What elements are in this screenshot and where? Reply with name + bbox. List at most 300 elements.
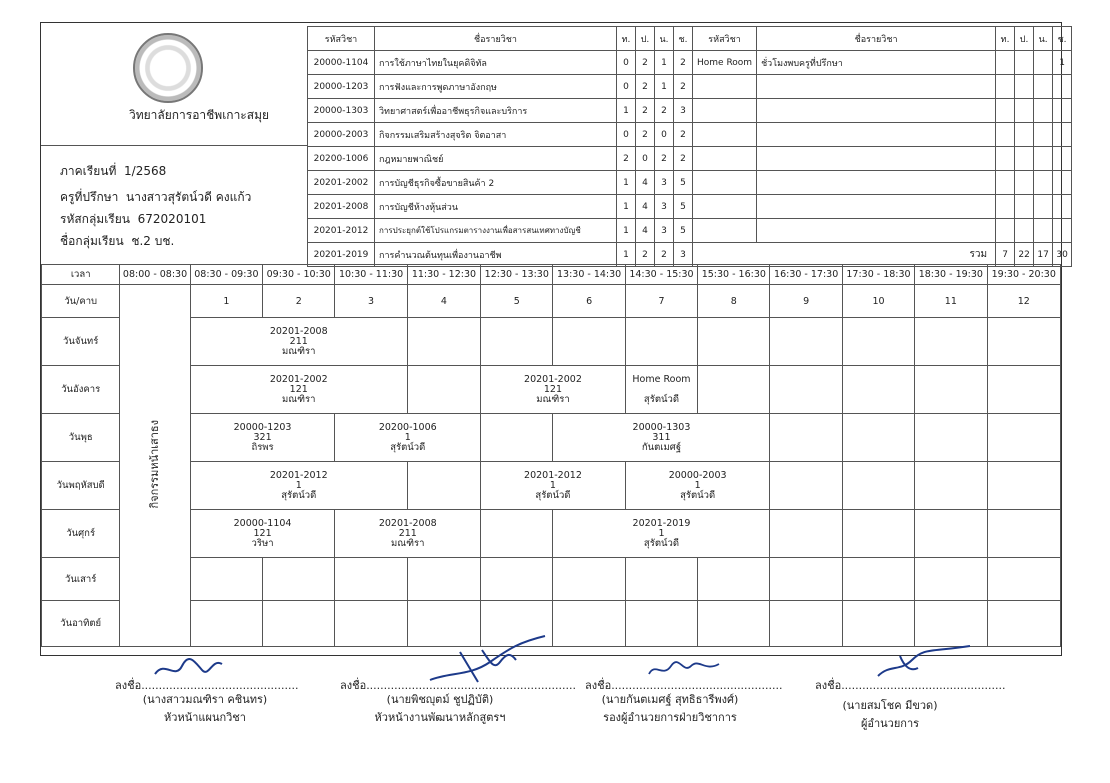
morning-activity: กิจกรรมหน้าเสาธง [148,419,162,509]
empty-cell [770,414,842,462]
empty-cell [757,171,996,195]
signature-mark [870,642,980,682]
class-teacher: วริษา [251,537,274,549]
course-p: 2 [636,123,655,147]
time-slot: 15:30 - 16:30 [698,265,770,285]
time-slot: 17:30 - 18:30 [842,265,914,285]
course-t: 1 [617,99,636,123]
course-c: 5 [674,171,693,195]
course-name: การคำนวณต้นทุนเพื่องานอาชีพ [375,243,617,267]
total-n: 17 [1034,243,1053,267]
empty-cell [190,558,262,601]
course-name: การฟังและการพูดภาษาอังกฤษ [375,75,617,99]
course-t [996,51,1015,75]
class-teacher: มณฑิรา [391,537,425,549]
empty-cell [987,601,1060,647]
class-code: 20201-2019 [632,517,691,529]
class-room: 121 [543,383,563,395]
day-label: วันจันทร์ [42,318,120,366]
empty-cell [693,147,757,171]
day-row-tuesday [42,366,1061,414]
class-code: 20201-2008 [269,325,328,337]
course-n: 2 [655,147,674,171]
empty-cell [915,462,987,510]
course-t: 0 [617,123,636,147]
course-p: 0 [636,147,655,171]
signature-block [580,690,760,726]
empty-cell [842,601,914,647]
course-name: ชั่วโมงพบครูที่ปรึกษา [757,51,996,75]
course-code: 20201-2019 [308,243,375,267]
empty-cell [987,414,1060,462]
period-number: 5 [481,285,553,318]
period-number: 7 [625,285,697,318]
class-teacher: สุรัตน์วดี [643,537,679,549]
period-number: 2 [263,285,335,318]
class-room: 1 [549,479,556,491]
class-cell [553,414,770,462]
course-n: 1 [655,75,674,99]
empty-cell [1034,147,1053,171]
empty-cell [987,366,1060,414]
course-code: Home Room [693,51,757,75]
semester-label: ภาคเรียนที่ [60,164,117,178]
empty-cell [481,318,553,366]
code-header: รหัสวิชา [693,27,757,51]
empty-cell [1034,171,1053,195]
empty-cell [1015,195,1034,219]
signer-name: (นายสมโชค มีขวด) [842,699,938,712]
time-slot: 09:30 - 10:30 [263,265,335,285]
time-slot: 13:30 - 14:30 [553,265,625,285]
class-code: 20000-1303 [632,421,691,433]
signer-name: (นางสาวมณฑิรา คชินทร) [142,693,268,706]
t-header: ท. [996,27,1015,51]
course-c: 1 [1053,51,1072,75]
signature-block [120,690,290,726]
empty-cell [1053,123,1072,147]
course-name: การบัญชีธุรกิจซื้อขายสินค้า 2 [375,171,617,195]
empty-cell [770,366,842,414]
empty-cell [915,414,987,462]
signature-line: ลงชื่อ................................................. [585,679,783,692]
time-slot: 18:30 - 19:30 [915,265,987,285]
course-p: 2 [636,51,655,75]
class-room: 321 [253,431,272,443]
p-header: ป. [1015,27,1034,51]
period-number: 6 [553,285,625,318]
course-name: การประยุกต์ใช้โปรแกรมตารางงานเพื่อสารสนเทศทางบัญชี [375,219,617,243]
course-name: กิจกรรมเสริมสร้างสุจริต จิตอาสา [375,123,617,147]
course-n [1034,51,1053,75]
course-c: 3 [674,243,693,267]
group-name-row [60,232,174,251]
signature-block [820,696,960,732]
class-room: 1 [295,479,302,491]
course-code: 20200-1006 [308,147,375,171]
course-code: 20201-2002 [308,171,375,195]
divider [41,145,307,146]
signer-title: ผู้อำนวยการ [860,717,920,730]
empty-cell [757,195,996,219]
class-teacher: ถิรพร [251,441,274,453]
empty-cell [987,510,1060,558]
class-room: 211 [289,335,308,347]
empty-cell [757,219,996,243]
empty-cell [996,75,1015,99]
signature-mark [645,656,725,682]
college-name: วิทยาลัยการอาชีพเกาะสมุย [128,108,270,122]
day-row-sunday [42,601,1061,647]
class-teacher: มณฑิรา [282,345,316,357]
empty-cell [693,99,757,123]
class-cell [190,462,407,510]
course-code: 20000-2003 [308,123,375,147]
course-t: 0 [617,51,636,75]
n-header: น. [1034,27,1053,51]
course-p: 4 [636,219,655,243]
empty-cell [1015,171,1034,195]
day-label: วันพุธ [42,414,120,462]
class-code: 20201-2012 [524,469,582,481]
day-label: วันศุกร์ [42,510,120,558]
empty-cell [407,558,480,601]
class-teacher: มณฑิรา [536,393,570,405]
empty-cell [1053,171,1072,195]
group-name-label: ชื่อกลุ่มเรียน [60,234,124,248]
course-p [1015,51,1034,75]
empty-cell [335,601,407,647]
course-code: 20000-1104 [308,51,375,75]
signer-name: (นายกันตเมศฐ์ สุทธิธารีพงศ์) [601,693,739,706]
course-t: 1 [617,195,636,219]
period-row [42,285,1061,318]
period-number: 10 [842,285,914,318]
empty-cell [996,195,1015,219]
course-p: 2 [636,75,655,99]
sign-label: ลงชื่อ [340,679,367,692]
empty-cell [407,318,480,366]
empty-cell [915,601,987,647]
total-c: 30 [1053,243,1072,267]
period-number: 4 [407,285,480,318]
class-cell [625,366,697,414]
empty-cell [1034,195,1053,219]
course-p: 2 [636,243,655,267]
course-row [308,99,1072,123]
period-number: 3 [335,285,407,318]
empty-cell [996,99,1015,123]
empty-cell [757,75,996,99]
course-n: 2 [655,99,674,123]
class-room: 121 [253,527,272,539]
signature-line: ลงชื่อ............................................................ [340,679,576,692]
empty-cell [996,147,1015,171]
empty-cell [263,601,335,647]
class-teacher: สุรัตน์วดี [281,489,317,501]
course-row [308,51,1072,75]
empty-cell [842,462,914,510]
course-t: 0 [617,75,636,99]
empty-cell [770,601,842,647]
group-name-value: ช.2 บช. [131,234,175,248]
day-row-wednesday [42,414,1061,462]
schedule-table [41,264,1061,647]
morning-activity-cell [120,285,190,647]
course-n: 3 [655,195,674,219]
advisor-label: ครูที่ปรึกษา [60,190,119,204]
course-p: 2 [636,99,655,123]
empty-cell [1053,219,1072,243]
period-number: 12 [987,285,1060,318]
empty-cell [842,366,914,414]
empty-cell [625,601,697,647]
empty-cell [1053,99,1072,123]
class-room: 1 [404,431,411,443]
sign-label: ลงชื่อ [815,679,842,692]
empty-cell [996,123,1015,147]
class-teacher: สุรัตน์วดี [535,489,571,501]
empty-cell [481,510,553,558]
class-code: Home Room [632,373,691,385]
course-t: 1 [617,219,636,243]
college-logo [133,33,203,103]
course-code: 20201-2008 [308,195,375,219]
empty-cell [407,462,480,510]
empty-cell [996,171,1015,195]
empty-cell [698,601,770,647]
period-number: 1 [190,285,262,318]
total-label: รวม [693,243,996,267]
day-label: วันอาทิตย์ [42,601,120,647]
t-header: ท. [617,27,636,51]
course-n: 0 [655,123,674,147]
course-row [308,171,1072,195]
class-teacher: กันตเมศฐ์ [641,441,682,453]
empty-cell [693,123,757,147]
course-c: 5 [674,195,693,219]
course-name: กฎหมายพาณิชย์ [375,147,617,171]
class-code: 20000-2003 [668,469,727,481]
time-slot: 16:30 - 17:30 [770,265,842,285]
signer-name: (นายพิชญุตม์ ชูปฏิบัติ) [386,693,494,706]
empty-cell [1015,99,1034,123]
course-code: 20000-1203 [308,75,375,99]
course-c: 2 [674,147,693,171]
empty-cell [770,510,842,558]
course-c: 2 [674,51,693,75]
signature-mark [420,632,550,688]
signature-block [345,690,535,726]
empty-cell [1015,123,1034,147]
empty-cell [625,558,697,601]
empty-cell [987,558,1060,601]
class-teacher: สุรัตน์วดี [390,441,426,453]
group-code-label: รหัสกลุ่มเรียน [60,212,130,226]
empty-cell [770,318,842,366]
course-row [308,195,1072,219]
empty-cell [987,462,1060,510]
class-cell [481,366,626,414]
total-p: 22 [1015,243,1034,267]
course-c: 3 [674,99,693,123]
class-cell [335,414,481,462]
day-row-thursday [42,462,1061,510]
empty-cell [1034,219,1053,243]
advisor-value: นางสาวสุรัตน์วดี คงแก้ว [126,190,252,204]
semester-row [60,162,166,181]
empty-cell [553,601,625,647]
sign-label: ลงชื่อ [115,679,142,692]
class-code: 20201-2002 [524,373,582,385]
signature-line: ลงชื่อ............................................. [115,679,299,692]
course-row [308,243,1072,267]
empty-cell [553,558,625,601]
empty-cell [625,318,697,366]
course-code: 20201-2012 [308,219,375,243]
class-code: 20200-1006 [378,421,437,433]
class-teacher: สุรัตน์วดี [643,393,679,405]
empty-cell [1034,75,1053,99]
empty-cell [481,558,553,601]
class-cell [190,366,407,414]
empty-cell [190,601,262,647]
course-header-row [308,27,1072,51]
p-header: ป. [636,27,655,51]
class-code: 20000-1203 [233,421,292,433]
signer-title: หัวหน้างานพัฒนาหลักสูตรฯ [374,711,506,724]
name-header: ชื่อรายวิชา [757,27,996,51]
period-label: วัน/คาบ [42,285,120,318]
time-slot: 08:30 - 09:30 [190,265,262,285]
c-header: ช. [674,27,693,51]
time-slot: 14:30 - 15:30 [625,265,697,285]
empty-cell [1034,99,1053,123]
class-code: 20201-2012 [269,469,328,481]
empty-cell [842,318,914,366]
course-c: 2 [674,123,693,147]
empty-cell [1015,147,1034,171]
day-label: วันพฤหัสบดี [42,462,120,510]
course-t: 1 [617,171,636,195]
empty-cell [698,558,770,601]
time-slot: 10:30 - 11:30 [335,265,407,285]
class-cell [481,462,626,510]
empty-cell [770,558,842,601]
course-n: 1 [655,51,674,75]
signature-mark [150,652,230,684]
day-row-friday [42,510,1061,558]
class-room: 311 [652,431,671,443]
group-code-value: 672020101 [137,212,207,226]
empty-cell [693,219,757,243]
group-code-row [60,210,206,229]
time-slot: 11:30 - 12:30 [407,265,480,285]
class-cell [553,510,770,558]
course-n: 2 [655,243,674,267]
day-row-monday [42,318,1061,366]
course-row [308,147,1072,171]
empty-cell [996,219,1015,243]
empty-cell [757,123,996,147]
signer-title: หัวหน้าแผนกวิชา [164,711,246,724]
name-header: ชื่อรายวิชา [375,27,617,51]
empty-cell [693,75,757,99]
time-slot: 12:30 - 13:30 [481,265,553,285]
course-p: 4 [636,171,655,195]
class-room [626,385,697,395]
course-row [308,219,1072,243]
empty-cell [1015,75,1034,99]
time-row [42,265,1061,285]
course-name: การบัญชีห้างหุ้นส่วน [375,195,617,219]
empty-cell [987,318,1060,366]
course-row [308,75,1072,99]
empty-cell [757,99,996,123]
period-number: 8 [698,285,770,318]
empty-cell [263,558,335,601]
class-code: 20201-2002 [269,373,328,385]
empty-cell [770,462,842,510]
sign-label: ลงชื่อ [585,679,612,692]
class-room: 211 [398,527,417,539]
total-t: 7 [996,243,1015,267]
empty-cell [842,510,914,558]
class-cell [190,414,335,462]
empty-cell [1034,123,1053,147]
advisor-row [60,188,251,207]
course-row [308,123,1072,147]
empty-cell [335,558,407,601]
period-number: 9 [770,285,842,318]
class-room: 1 [658,527,665,539]
course-code: 20000-1303 [308,99,375,123]
time-slot: 19:30 - 20:30 [987,265,1060,285]
course-table [307,26,1072,267]
class-cell [190,318,407,366]
course-p: 4 [636,195,655,219]
course-name: การใช้ภาษาไทยในยุคดิจิทัล [375,51,617,75]
course-n: 3 [655,171,674,195]
n-header: น. [655,27,674,51]
c-header: ช. [1053,27,1072,51]
time-slot: 08:00 - 08:30 [120,265,190,285]
course-c: 2 [674,75,693,99]
empty-cell [407,366,480,414]
empty-cell [842,414,914,462]
empty-cell [757,147,996,171]
day-label: วันอังคาร [42,366,120,414]
empty-cell [1053,195,1072,219]
class-cell [625,462,770,510]
empty-cell [915,510,987,558]
class-room: 1 [694,479,701,491]
empty-cell [915,318,987,366]
course-name: วิทยาศาสตร์เพื่ออาชีพธุรกิจและบริการ [375,99,617,123]
class-room: 121 [289,383,308,395]
class-code: 20000-1104 [233,517,292,529]
empty-cell [481,414,553,462]
course-n: 3 [655,219,674,243]
class-code: 20201-2008 [378,517,437,529]
course-c: 5 [674,219,693,243]
empty-cell [698,366,770,414]
day-row-saturday [42,558,1061,601]
signer-title: รองผู้อำนวยการฝ่ายวิชาการ [603,711,737,724]
empty-cell [915,558,987,601]
empty-cell [693,195,757,219]
empty-cell [842,558,914,601]
